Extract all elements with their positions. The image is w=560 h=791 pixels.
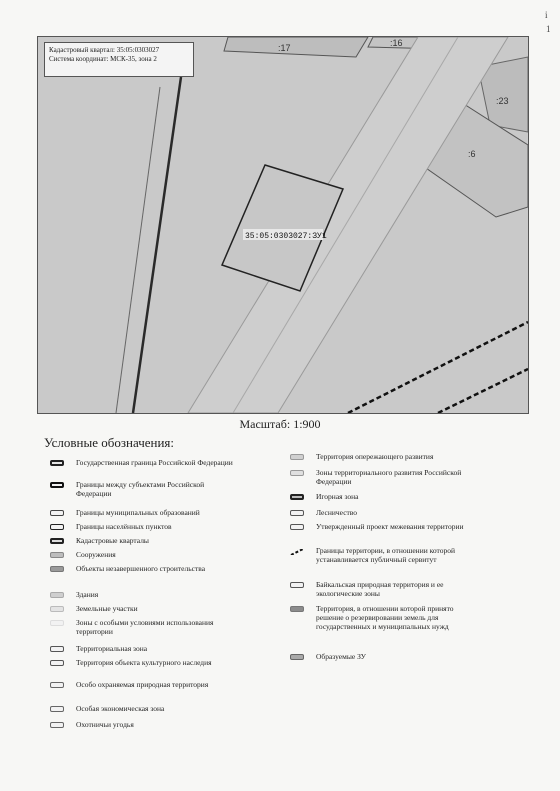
legend-gaming-zone-symbol xyxy=(290,494,304,500)
legend-special-zones-label: Зоны с особыми условиями использования территории xyxy=(76,618,214,636)
legend-state-border-symbol xyxy=(50,460,64,466)
plot-17 xyxy=(224,37,368,57)
legend-advanced-development xyxy=(290,452,476,461)
legend-settlement-border-label: Границы населённых пунктов xyxy=(76,522,172,531)
legend-structures-symbol xyxy=(50,552,64,558)
legend-public-servitude-label: Границы территории, в отношении которой устанавливается публичный сервитут xyxy=(316,546,455,564)
legend-formed-plot-symbol xyxy=(290,654,304,660)
label-plot-6: :6 xyxy=(468,149,476,159)
servitude-line-2 xyxy=(438,369,528,413)
legend-right-column xyxy=(290,452,520,782)
label-plot-23: :23 xyxy=(496,96,509,106)
legend-territorial-zone xyxy=(50,644,236,653)
legend-public-servitude xyxy=(290,546,476,564)
legend-economic-zone xyxy=(50,704,236,713)
legend-land-plots-symbol xyxy=(50,606,64,612)
legend-unfinished-objects-label: Объекты незавершенного строительства xyxy=(76,564,206,573)
legend-subjects-border-symbol xyxy=(50,482,64,488)
margin-mark-top: i xyxy=(545,10,548,20)
legend-forestry-label: Лесничество xyxy=(316,508,358,517)
legend-baikal-zone-symbol xyxy=(290,582,304,588)
legend-settlement-border-symbol xyxy=(50,524,64,530)
legend-structures-label: Сооружения xyxy=(76,550,116,559)
legend-structures xyxy=(50,550,236,559)
legend-unfinished-objects xyxy=(50,564,236,573)
legend-territorial-zone-symbol xyxy=(50,646,64,652)
legend-baikal-zone xyxy=(290,580,476,598)
legend-formed-plot xyxy=(290,652,476,661)
legend-subjects-border-label: Границы между субъектами Российской Федерации xyxy=(76,480,205,498)
label-plot-17: :17 xyxy=(278,43,291,53)
legend-protected-area xyxy=(50,680,236,689)
cadastral-quarter-text: Кадастровый квартал: 35:05:0303027 xyxy=(49,46,160,54)
coordinate-system-text: Система координат: МСК-35, зона 2 xyxy=(49,55,157,63)
legend-cadastral-quarters xyxy=(50,536,236,545)
road-strip xyxy=(188,37,508,413)
legend-advanced-development-symbol xyxy=(290,454,304,460)
legend-cadastral-quarters-label: Кадастровые кварталы xyxy=(76,536,149,545)
legend-state-border xyxy=(50,458,236,467)
legend-economic-zone-label: Особая экономическая зона xyxy=(76,704,165,713)
margin-mark-second: 1 xyxy=(546,24,551,34)
legend-land-plots xyxy=(50,604,236,613)
legend-hunting-grounds-symbol xyxy=(50,722,64,728)
legend-cultural-heritage-symbol xyxy=(50,660,64,666)
legend-reserved-lands-symbol xyxy=(290,606,304,612)
quarter-border-line xyxy=(133,77,181,413)
legend-cultural-heritage-label: Территория объекта культурного наследия xyxy=(76,658,212,667)
legend-baikal-zone-label: Байкальская природная территория и ее экологические зоны xyxy=(316,580,444,598)
legend-territorial-development-label: Зоны территориального развития Российской Федерации xyxy=(316,468,462,486)
legend-economic-zone-symbol xyxy=(50,706,64,712)
map-info-box xyxy=(44,42,194,77)
legend-state-border-label: Государственная граница Российской Федерации xyxy=(76,458,233,467)
legend-unfinished-objects-symbol xyxy=(50,566,64,572)
legend-special-zones xyxy=(50,618,236,636)
cadastral-map xyxy=(37,36,529,414)
legend-gaming-zone xyxy=(290,492,476,501)
map-drawing xyxy=(38,37,528,413)
legend-buildings xyxy=(50,590,236,599)
legend-buildings-label: Здания xyxy=(76,590,99,599)
legend-special-zones-symbol xyxy=(50,620,64,626)
legend-municipal-border-label: Границы муниципальных образований xyxy=(76,508,200,517)
legend-cadastral-quarters-symbol xyxy=(50,538,64,544)
legend-protected-area-symbol xyxy=(50,682,64,688)
legend-title: Условные обозначения: xyxy=(44,435,175,450)
label-plot-16: :16 xyxy=(390,38,403,48)
legend-hunting-grounds-label: Охотничьи угодья xyxy=(76,720,134,729)
legend-subjects-border xyxy=(50,480,236,498)
legend-land-plots-label: Земельные участки xyxy=(76,604,138,613)
legend-land-survey-project-symbol xyxy=(290,524,304,530)
legend-forestry-symbol xyxy=(290,510,304,516)
legend-hunting-grounds xyxy=(50,720,236,729)
legend-forestry xyxy=(290,508,476,517)
legend-public-servitude-symbol xyxy=(290,548,304,554)
legend-territorial-development xyxy=(290,468,476,486)
legend-municipal-border xyxy=(50,508,236,517)
legend-territorial-development-symbol xyxy=(290,470,304,476)
legend-municipal-border-symbol xyxy=(50,510,64,516)
legend-protected-area-label: Особо охраняемая природная территория xyxy=(76,680,209,689)
label-plot-zu1: 35:05:0303027:ЗУ1 xyxy=(245,232,327,241)
servitude-line-1 xyxy=(348,322,528,413)
legend-cultural-heritage xyxy=(50,658,236,667)
legend-reserved-lands xyxy=(290,604,476,631)
legend-settlement-border xyxy=(50,522,236,531)
legend-gaming-zone-label: Игорная зона xyxy=(316,492,359,501)
legend-formed-plot-label: Образуемые ЗУ xyxy=(316,652,366,661)
legend-territorial-zone-label: Территориальная зона xyxy=(76,644,148,653)
legend-buildings-symbol xyxy=(50,592,64,598)
legend-left-column xyxy=(50,458,280,788)
legend-land-survey-project xyxy=(290,522,476,531)
map-scale: Масштаб: 1:900 xyxy=(239,417,321,431)
legend-advanced-development-label: Территория опережающего развития xyxy=(316,452,434,461)
legend-land-survey-project-label: Утвержденный проект межевания территории xyxy=(316,522,464,531)
legend-reserved-lands-label: Территория, в отношении которой принято решение о резервировании земель для государственных и муниципальных нужд xyxy=(316,604,454,631)
